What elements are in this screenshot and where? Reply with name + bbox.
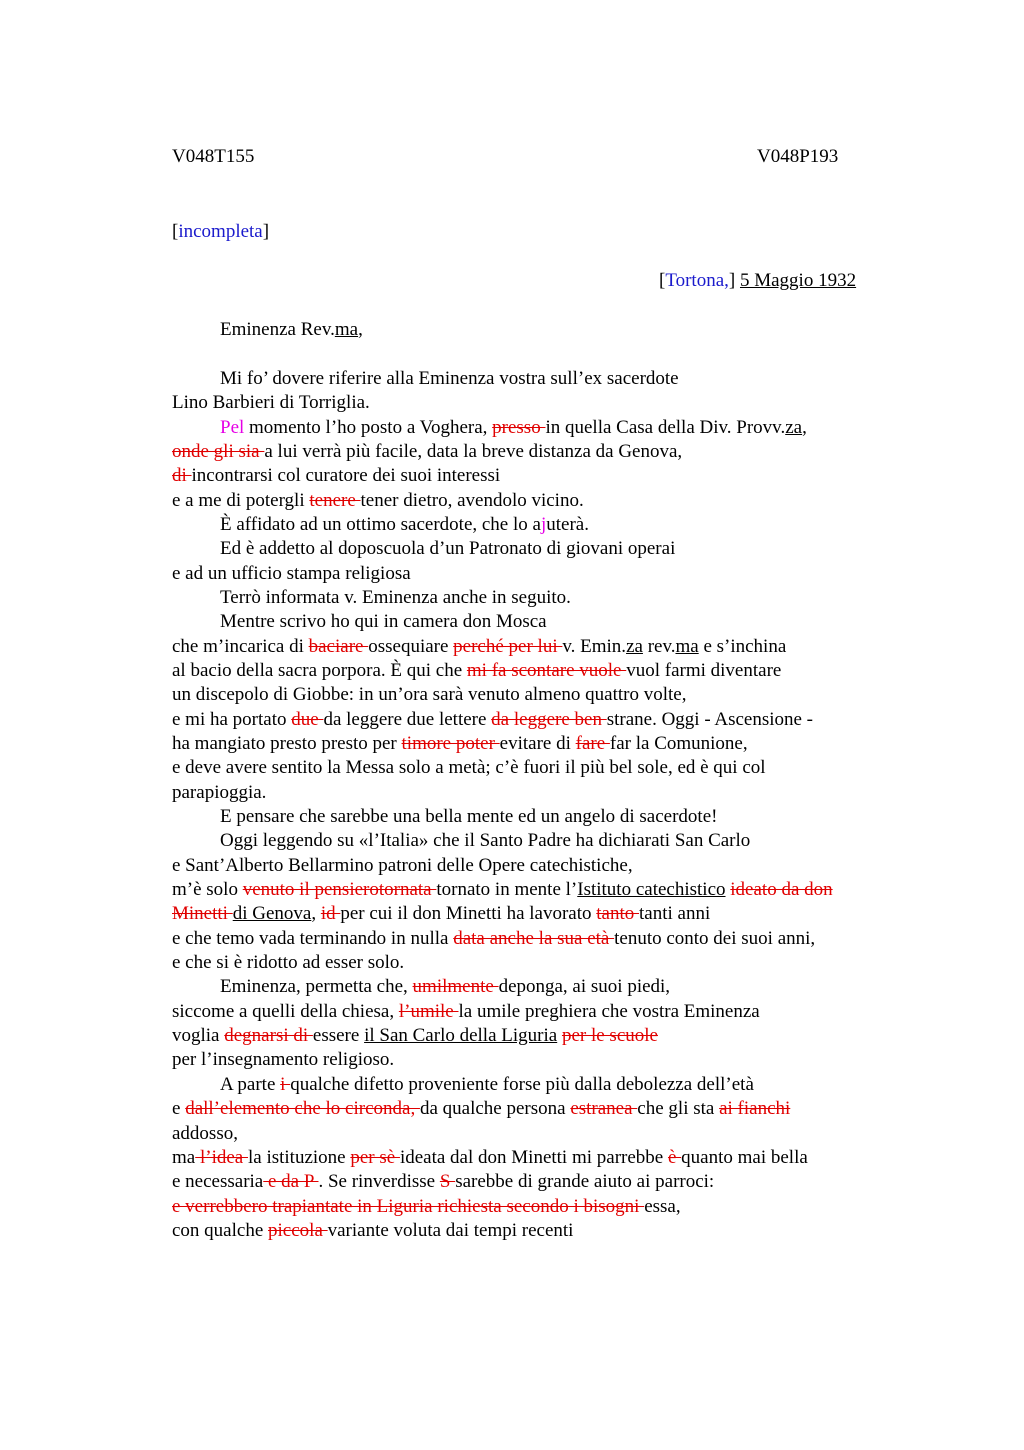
text-segment: quanto mai bella bbox=[681, 1146, 808, 1168]
text-segment: incontrarsi col curatore dei suoi interessi bbox=[191, 465, 501, 487]
text-line bbox=[172, 610, 892, 634]
text-line bbox=[172, 416, 892, 440]
text-segment: voglia bbox=[172, 1025, 225, 1047]
text-segment: parapioggia. bbox=[172, 781, 267, 803]
text-segment: qualche difetto proveniente forse più dalla debolezza dell’età bbox=[290, 1073, 754, 1095]
text-segment: e bbox=[172, 1098, 186, 1120]
deleted-text: ideato da don bbox=[730, 879, 833, 901]
text-line bbox=[172, 927, 892, 951]
text-segment: la umile preghiera che vostra Eminenza bbox=[458, 1000, 760, 1022]
text-line bbox=[172, 1195, 892, 1219]
letter-body bbox=[172, 318, 892, 1243]
deleted-text: piccola bbox=[268, 1219, 328, 1241]
deleted-text: tenere bbox=[309, 489, 361, 511]
deleted-text: baciare bbox=[308, 635, 369, 657]
text-segment: ideata dal don Minetti mi parrebbe bbox=[399, 1146, 668, 1168]
deleted-text: tanto bbox=[596, 903, 640, 925]
text-line bbox=[172, 318, 892, 342]
text-line bbox=[172, 464, 892, 488]
text-line bbox=[172, 659, 892, 683]
text-line bbox=[172, 781, 892, 805]
text-segment: Mi fo’ dovere riferire alla Eminenza vostra sull’ex sacerdote bbox=[220, 367, 679, 389]
deleted-text: timore poter bbox=[401, 733, 500, 754]
deleted-text: degnarsi di bbox=[224, 1025, 313, 1047]
deleted-text: l’umile bbox=[398, 1000, 459, 1022]
document-code-left: V048T155 bbox=[172, 146, 255, 167]
text-segment: la istituzione bbox=[247, 1146, 351, 1168]
deleted-text: perché per lui bbox=[453, 635, 563, 657]
deleted-text: id bbox=[320, 903, 341, 925]
text-line bbox=[172, 1219, 892, 1243]
deleted-text: onde gli sia bbox=[172, 440, 265, 462]
underlined-text: ma bbox=[675, 635, 699, 657]
bracket-open: [ bbox=[172, 221, 179, 242]
text-segment: sarebbe di grande aiuto ai parroci: bbox=[455, 1171, 715, 1193]
text-line bbox=[172, 489, 892, 513]
text-segment: e che si è ridotto ad esser solo. bbox=[172, 952, 405, 974]
deleted-text: è bbox=[667, 1146, 682, 1168]
text-segment: , bbox=[802, 416, 807, 438]
text-line bbox=[172, 829, 892, 853]
text-line bbox=[172, 391, 892, 415]
text-segment: siccome a quelli della chiesa, bbox=[172, 1000, 399, 1022]
highlighted-text: Pel bbox=[220, 416, 245, 438]
deleted-text: di bbox=[172, 465, 192, 487]
text-segment: , bbox=[358, 319, 363, 340]
text-line bbox=[172, 683, 892, 707]
text-segment: con qualche bbox=[172, 1219, 269, 1241]
underlined-text: Istituto catechistico bbox=[577, 879, 726, 901]
bracket-close: ] bbox=[728, 270, 736, 291]
document-code-right: V048P193 bbox=[757, 146, 839, 167]
underlined-text: di Genova bbox=[232, 903, 312, 925]
text-line bbox=[172, 1048, 892, 1072]
text-segment: Oggi leggendo su «l’Italia» che il Santo Padre ha dichiarati San Carlo bbox=[220, 830, 751, 852]
deleted-text: per sè bbox=[350, 1146, 400, 1168]
underlined-text: il San Carlo della Liguria bbox=[364, 1025, 558, 1047]
text-segment: da leggere due lettere bbox=[323, 708, 492, 730]
text-segment: uterà. bbox=[546, 513, 589, 535]
deleted-text: i bbox=[280, 1073, 291, 1095]
deleted-text: umilmente bbox=[412, 976, 499, 998]
text-segment: al bacio della sacra porpora. È qui che bbox=[172, 659, 467, 681]
text-line bbox=[172, 732, 892, 756]
text-segment: tanti anni bbox=[639, 903, 711, 925]
text-segment: ma bbox=[172, 1146, 196, 1168]
bracket-open: [ bbox=[659, 270, 666, 291]
text-segment: vuol farmi diventare bbox=[626, 659, 782, 681]
text-segment: ossequiare bbox=[368, 635, 454, 657]
text-line bbox=[172, 805, 892, 829]
text-line bbox=[172, 1073, 892, 1097]
deleted-text: da leggere ben bbox=[491, 708, 607, 730]
deleted-text: dall’elemento che lo circonda, bbox=[185, 1098, 420, 1120]
text-segment: far la Comunione, bbox=[609, 733, 748, 754]
text-segment: e che temo vada terminando in nulla bbox=[172, 927, 454, 949]
text-segment: essa, bbox=[644, 1195, 681, 1217]
text-line bbox=[172, 951, 892, 975]
underlined-text: za bbox=[785, 416, 803, 438]
text-line bbox=[172, 635, 892, 659]
text-segment: e a me di potergli bbox=[172, 489, 310, 511]
text-segment: da qualche persona bbox=[419, 1098, 571, 1120]
text-segment: tener dietro, avendolo vicino. bbox=[360, 489, 584, 511]
text-segment: Eminenza Rev. bbox=[220, 319, 335, 340]
text-segment: . Se rinverdisse bbox=[318, 1171, 440, 1193]
status-label: incompleta bbox=[178, 221, 263, 242]
text-line bbox=[172, 902, 892, 926]
text-line bbox=[172, 537, 892, 561]
text-segment: essere bbox=[312, 1025, 365, 1047]
text-line bbox=[172, 440, 892, 464]
text-segment: addosso, bbox=[172, 1122, 238, 1144]
text-segment: variante voluta dai tempi recenti bbox=[327, 1219, 574, 1241]
text-segment: Eminenza, permetta che, bbox=[220, 976, 413, 998]
text-line bbox=[172, 586, 892, 610]
text-segment: ha mangiato presto presto per bbox=[172, 733, 402, 754]
text-segment: e deve avere sentito la Messa solo a metà; c’è fuori il più bel sole, ed è qui col bbox=[172, 757, 766, 779]
text-segment: Mentre scrivo ho qui in camera don Mosca bbox=[220, 611, 547, 633]
text-segment: tornato in mente l’ bbox=[436, 879, 578, 901]
text-segment: m’è solo bbox=[172, 879, 243, 901]
deleted-text: e verrebbero trapiantate in Liguria richiesta secondo i bisogni bbox=[172, 1195, 645, 1217]
deleted-text: ai fianchi bbox=[719, 1098, 791, 1120]
deleted-text: presso bbox=[492, 416, 546, 438]
text-line bbox=[172, 1000, 892, 1024]
highlighted-text: j bbox=[540, 513, 547, 535]
text-segment: e Sant’Alberto Bellarmino patroni delle Opere catechistiche, bbox=[172, 854, 633, 876]
text-line bbox=[172, 1097, 892, 1121]
text-line bbox=[172, 708, 892, 732]
text-segment: strane. Oggi - Ascensione - bbox=[606, 708, 814, 730]
deleted-text: e da P bbox=[263, 1171, 319, 1193]
text-segment: A parte bbox=[220, 1073, 281, 1095]
deleted-text: per le scuole bbox=[561, 1025, 658, 1047]
deleted-text: l’idea bbox=[195, 1146, 248, 1168]
text-segment: e ad un ufficio stampa religiosa bbox=[172, 562, 411, 584]
text-segment: evitare di bbox=[499, 733, 576, 754]
deleted-text: Minetti bbox=[172, 903, 233, 925]
dateline bbox=[659, 270, 856, 292]
text-segment: rev. bbox=[642, 635, 676, 657]
text-segment: per cui il don Minetti ha lavorato bbox=[340, 903, 597, 925]
text-segment: momento l’ho posto a Voghera, bbox=[244, 416, 493, 438]
deleted-text: fare bbox=[575, 733, 610, 754]
deleted-text: due bbox=[291, 708, 324, 730]
deleted-text: data anche la sua età bbox=[453, 927, 615, 949]
text-segment: e mi ha portato bbox=[172, 708, 292, 730]
text-segment: È affidato ad un ottimo sacerdote, che lo a bbox=[220, 513, 541, 535]
deleted-text: venuto il pensierotornata bbox=[242, 879, 437, 901]
text-segment: v. Emin. bbox=[562, 635, 627, 657]
text-segment: per l’insegnamento religioso. bbox=[172, 1049, 395, 1071]
text-segment: che gli sta bbox=[637, 1098, 720, 1120]
text-line bbox=[172, 756, 892, 780]
bracket-close: ] bbox=[262, 221, 270, 242]
text-segment: e s’inchina bbox=[698, 635, 787, 657]
text-line bbox=[172, 1122, 892, 1146]
deleted-text: S bbox=[439, 1171, 456, 1193]
text-segment: e necessaria bbox=[172, 1171, 264, 1193]
text-segment: deponga, ai suoi piedi, bbox=[498, 976, 671, 998]
underlined-text: ma bbox=[334, 319, 359, 340]
letter-date: 5 Maggio 1932 bbox=[739, 270, 857, 291]
text-segment: a lui verrà più facile, data la breve distanza da Genova, bbox=[264, 440, 683, 462]
place-name: Tortona, bbox=[665, 270, 729, 291]
text-line bbox=[172, 367, 892, 391]
text-segment: un discepolo di Giobbe: in un’ora sarà venuto almeno quattro volte, bbox=[172, 684, 687, 706]
text-line bbox=[172, 513, 892, 537]
text-line bbox=[172, 1146, 892, 1170]
text-line bbox=[172, 878, 892, 902]
text-segment: , bbox=[311, 903, 321, 925]
text-segment: Ed è addetto al doposcuola d’un Patronato di giovani operai bbox=[220, 538, 676, 560]
text-line bbox=[172, 854, 892, 878]
text-segment: Lino Barbieri di Torriglia. bbox=[172, 392, 370, 414]
text-segment: tenuto conto dei suoi anni, bbox=[614, 927, 816, 949]
paragraph-gap bbox=[172, 342, 892, 367]
deleted-text: mi fa scontare vuole bbox=[466, 659, 627, 681]
text-line bbox=[172, 562, 892, 586]
text-line bbox=[172, 975, 892, 999]
text-line bbox=[172, 1024, 892, 1048]
text-segment: che m’incarica di bbox=[172, 635, 309, 657]
text-segment: in quella Casa della Div. Provv. bbox=[545, 416, 786, 438]
text-line bbox=[172, 1170, 892, 1194]
status-note bbox=[172, 221, 269, 243]
text-segment: E pensare che sarebbe una bella mente ed un angelo di sacerdote! bbox=[220, 806, 718, 828]
deleted-text: estranea bbox=[570, 1098, 638, 1120]
underlined-text: za bbox=[626, 635, 643, 657]
text-segment: Terrò informata v. Eminenza anche in seguito. bbox=[220, 586, 571, 608]
